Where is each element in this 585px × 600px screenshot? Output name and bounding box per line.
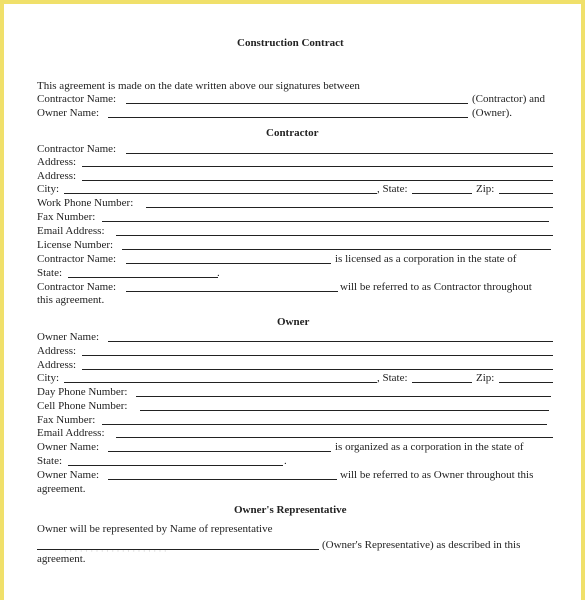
owner-zip-label: Zip:	[476, 372, 495, 384]
owner-cell-phone-label: Cell Phone Number:	[37, 400, 128, 412]
owner-email-field[interactable]	[116, 437, 553, 438]
contractor-zip-label: Zip:	[476, 183, 495, 195]
owner-name-label: Owner Name:	[37, 331, 100, 343]
contractor-work-phone-field[interactable]	[146, 207, 553, 208]
owner-corp-field[interactable]	[108, 451, 331, 452]
contractor-address-label-2: Address:	[37, 170, 77, 182]
owner-state-field[interactable]	[412, 382, 472, 383]
contractor-refer-text: will be referred to as Contractor throughout	[340, 281, 532, 293]
contractor-corp-text: is licensed as a corporation in the state of	[335, 253, 517, 265]
contractor-state-label: , State:	[377, 183, 408, 195]
owner-refer-cont: agreement.	[37, 483, 86, 495]
owner-address-field-2[interactable]	[82, 369, 553, 370]
intro-owner-label: Owner Name:	[37, 107, 100, 119]
contractor-city-label: City:	[37, 183, 60, 195]
intro-contractor-blank[interactable]	[126, 103, 468, 104]
owner-state2-period: .	[284, 455, 287, 467]
contractor-state2-field[interactable]	[68, 277, 218, 278]
contractor-heading: Contractor	[266, 127, 319, 139]
owner-email-label: Email Address:	[37, 427, 105, 439]
owner-state2-field[interactable]	[68, 465, 283, 466]
intro-contractor-suffix: (Contractor) and	[472, 93, 545, 105]
contractor-work-phone-label: Work Phone Number:	[37, 197, 134, 209]
contractor-refer-field[interactable]	[126, 291, 338, 292]
owner-fax-field[interactable]	[102, 424, 547, 425]
owner-state-label: , State:	[377, 372, 408, 384]
representative-cont: agreement.	[37, 553, 86, 565]
contractor-license-field[interactable]	[122, 249, 551, 250]
contractor-fax-field[interactable]	[102, 221, 549, 222]
intro-owner-blank[interactable]	[108, 117, 468, 118]
owner-corp-text: is organized as a corporation in the state of	[335, 441, 524, 453]
owner-refer-field[interactable]	[108, 479, 337, 480]
contractor-state-field[interactable]	[412, 193, 472, 194]
document-title: Construction Contract	[237, 37, 344, 49]
owner-city-field[interactable]	[64, 382, 377, 383]
contractor-email-field[interactable]	[116, 235, 553, 236]
owner-heading: Owner	[277, 316, 310, 328]
contractor-address-field-2[interactable]	[82, 180, 553, 181]
owner-day-phone-label: Day Phone Number:	[37, 386, 128, 398]
contractor-city-field[interactable]	[64, 193, 377, 194]
contractor-zip-field[interactable]	[499, 193, 553, 194]
intro-owner-suffix: (Owner).	[472, 107, 513, 119]
owner-cell-phone-field[interactable]	[140, 410, 549, 411]
contractor-name-field[interactable]	[126, 153, 553, 154]
owner-zip-field[interactable]	[499, 382, 553, 383]
intro-text: This agreement is made on the date written above our signatures between	[37, 80, 360, 92]
representative-heading: Owner's Representative	[234, 504, 347, 516]
owner-refer-text: will be referred to as Owner throughout this	[340, 469, 534, 481]
contractor-fax-label: Fax Number:	[37, 211, 96, 223]
contractor-corp-field[interactable]	[126, 263, 331, 264]
contractor-state2-period: .	[217, 267, 220, 279]
contractor-email-label: Email Address:	[37, 225, 105, 237]
owner-city-label: City:	[37, 372, 60, 384]
contractor-license-label: License Number:	[37, 239, 114, 251]
watermark-text: · · · · · · · · · · · · · · · · · · · ·	[64, 546, 167, 556]
representative-text: Owner will be represented by Name of representative	[37, 523, 273, 535]
contractor-state2-label: State:	[37, 267, 63, 279]
intro-contractor-label: Contractor Name:	[37, 93, 117, 105]
owner-state2-label: State:	[37, 455, 63, 467]
owner-corp-label: Owner Name:	[37, 441, 100, 453]
contractor-refer-label: Contractor Name:	[37, 281, 117, 293]
representative-suffix: (Owner's Representative) as described in this	[322, 539, 521, 551]
owner-name-field[interactable]	[108, 341, 553, 342]
owner-day-phone-field[interactable]	[136, 396, 551, 397]
owner-refer-label: Owner Name:	[37, 469, 100, 481]
owner-fax-label: Fax Number:	[37, 414, 96, 426]
contractor-refer-cont: this agreement.	[37, 294, 105, 306]
document-page	[4, 4, 581, 600]
owner-address-label-2: Address:	[37, 359, 77, 371]
owner-address-field-1[interactable]	[82, 355, 553, 356]
contractor-name-label: Contractor Name:	[37, 143, 117, 155]
contractor-corp-label: Contractor Name:	[37, 253, 117, 265]
owner-address-label: Address:	[37, 345, 77, 357]
contractor-address-label: Address:	[37, 156, 77, 168]
contractor-address-field-1[interactable]	[82, 166, 553, 167]
